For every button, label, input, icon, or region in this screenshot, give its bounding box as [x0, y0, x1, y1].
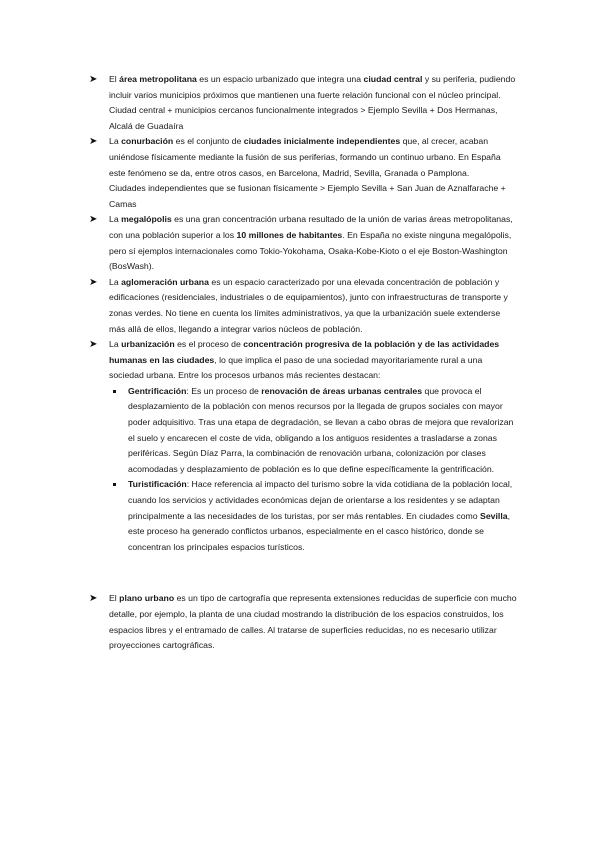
arrowhead-bullet-icon: ➤: [89, 593, 98, 605]
bold-term: 10 millones de habitantes: [236, 229, 343, 240]
bold-term: megalópolis: [121, 214, 172, 225]
text-run: , lo que implica el paso de una sociedad mayoritariamente rural a una sociedad urbana. Entre los procesos urbanos más recientes destacan:: [109, 354, 483, 381]
item-example: Ciudades independientes que se fusionan físicamente > Ejemplo Sevilla + San Juan de Aznalfarache + Camas: [109, 183, 506, 209]
text-run: es un espacio caracterizado por una elevada concentración de población y edificaciones (residenciales, industriales o de equipamientos), junto con infraestructuras de transporte y zonas verdes. No tiene en cuenta los límites administrativos, ya que la urbanización suele extenderse más allá de ellos, llegando a integrar varios núcleos de población.: [109, 276, 508, 334]
text-run: es una gran concentración urbana resultado de la unión de varias áreas metropolitanas, con una población superior a los: [109, 214, 513, 240]
text-run: que provoca el desplazamiento de la población con menos recursos por la llegada de grupos sociales con mayor poder adquisitivo. Tras una etapa de degradación, se llevan a cabo obras de mejora que revalorizan el suelo y encarecen el coste de vida, obligando a los antiguos residentes a trasladarse a zonas periféricas. Según Díaz Parra, la combinación de renovación urbana, colonización por clases acomodadas y desplazamiento de población es lo que define específicamente la gentrificación.: [128, 385, 514, 474]
spacer: [88, 555, 518, 591]
list-item: [88, 134, 518, 212]
item-example: Ciudad central + municipios cercanos funcionalmente integrados > Ejemplo Sevilla + Dos Hermanas, Alcalá de Guadaíra: [109, 105, 498, 131]
bold-term: concentración progresiva de la población y de las actividades humanas en las ciudades: [109, 339, 500, 365]
text-run: es un espacio urbanizado que integra una: [196, 74, 364, 84]
bold-term: área metropolitana: [119, 74, 197, 84]
bold-term: conurbación: [121, 136, 174, 147]
text-run: La: [109, 214, 122, 225]
text-run: El: [109, 593, 120, 604]
bold-term: Gentrificación: [128, 385, 187, 396]
item-text: [109, 277, 508, 334]
list-item: [88, 591, 518, 653]
list-item: [88, 275, 518, 337]
item-text: [109, 339, 499, 380]
text-run: La: [109, 136, 122, 147]
arrowhead-bullet-icon: ➤: [89, 339, 98, 351]
square-bullet-icon: [113, 483, 116, 486]
text-run: La: [109, 339, 122, 350]
list-item: [88, 212, 518, 274]
text-run: que, al crecer, acaban uniéndose físicamente mediante la fusión de sus periferias, formando un continuo urbano. En España este fenómeno se da, entre otros casos, en Barcelona, Madrid, Sevilla, Granada o Pamplona.: [109, 136, 501, 178]
text-run: es un tipo de cartografía que representa extensiones reducidas de superficie con mucho detalle, por ejemplo, la planta de una ciudad mostrando la distribución de los espacios construidos, los espacios libres y el entramado de calles. Al tratarse de superficies reducidas, no es necesario utilizar proyecciones cartográficas.: [109, 593, 517, 651]
bold-term: Sevilla: [480, 510, 508, 521]
list-item: [88, 72, 518, 134]
bold-term: ciudades inicialmente independientes: [243, 136, 401, 147]
square-bullet-icon: [113, 390, 116, 393]
text-run: : Es un proceso de: [186, 385, 262, 396]
bold-term: plano urbano: [119, 593, 175, 604]
text-run: El: [109, 74, 120, 84]
item-text: [109, 214, 513, 271]
arrowhead-bullet-icon: ➤: [89, 74, 98, 85]
text-run: . En España no existe ninguna megalópolis, pero sí ejemplos internacionales como Tokio-Yokohama, Osaka-Kobe-Kioto o el eje Boston-Washington (BosWash).: [109, 229, 512, 272]
text-run: , este proceso ha generado conflictos urbanos, especialmente en el casco histórico, donde se concentran los principales espacios turísticos.: [128, 510, 510, 552]
text-run: y su periferia, pudiendo incluir varios municipios próximos que mantienen una fuerte relación funcional con el núcleo principal.: [109, 74, 516, 100]
bold-term: Turistificación: [128, 479, 187, 490]
bold-term: renovación de áreas urbanas centrales: [261, 385, 423, 396]
list-item: [88, 337, 518, 555]
sub-bullet-list: [109, 384, 518, 556]
item-text: [109, 74, 515, 100]
arrowhead-bullet-icon: ➤: [89, 214, 98, 226]
item-text: [109, 136, 501, 177]
bold-term: urbanización: [121, 339, 175, 350]
sub-bullet-item: [109, 477, 518, 555]
item-text: [109, 593, 517, 650]
arrowhead-bullet-icon: ➤: [89, 136, 98, 148]
bold-term: ciudad central: [363, 74, 423, 84]
text-run: La: [109, 276, 122, 287]
text-run: es el conjunto de: [173, 136, 244, 147]
bold-term: aglomeración urbana: [121, 276, 209, 287]
document-body: [88, 72, 518, 654]
arrowhead-bullet-icon: ➤: [89, 276, 98, 288]
sub-bullet-item: [109, 384, 518, 478]
text-run: : Hace referencia al impacto del turismo sobre la vida cotidiana de la población local, cuando los servicios y actividades económicas dejan de orientarse a los residentes y se adaptan principalmente a las necesidades de los turistas, por ser más rentables. En ciudades como: [128, 479, 513, 521]
text-run: es el proceso de: [174, 339, 244, 350]
